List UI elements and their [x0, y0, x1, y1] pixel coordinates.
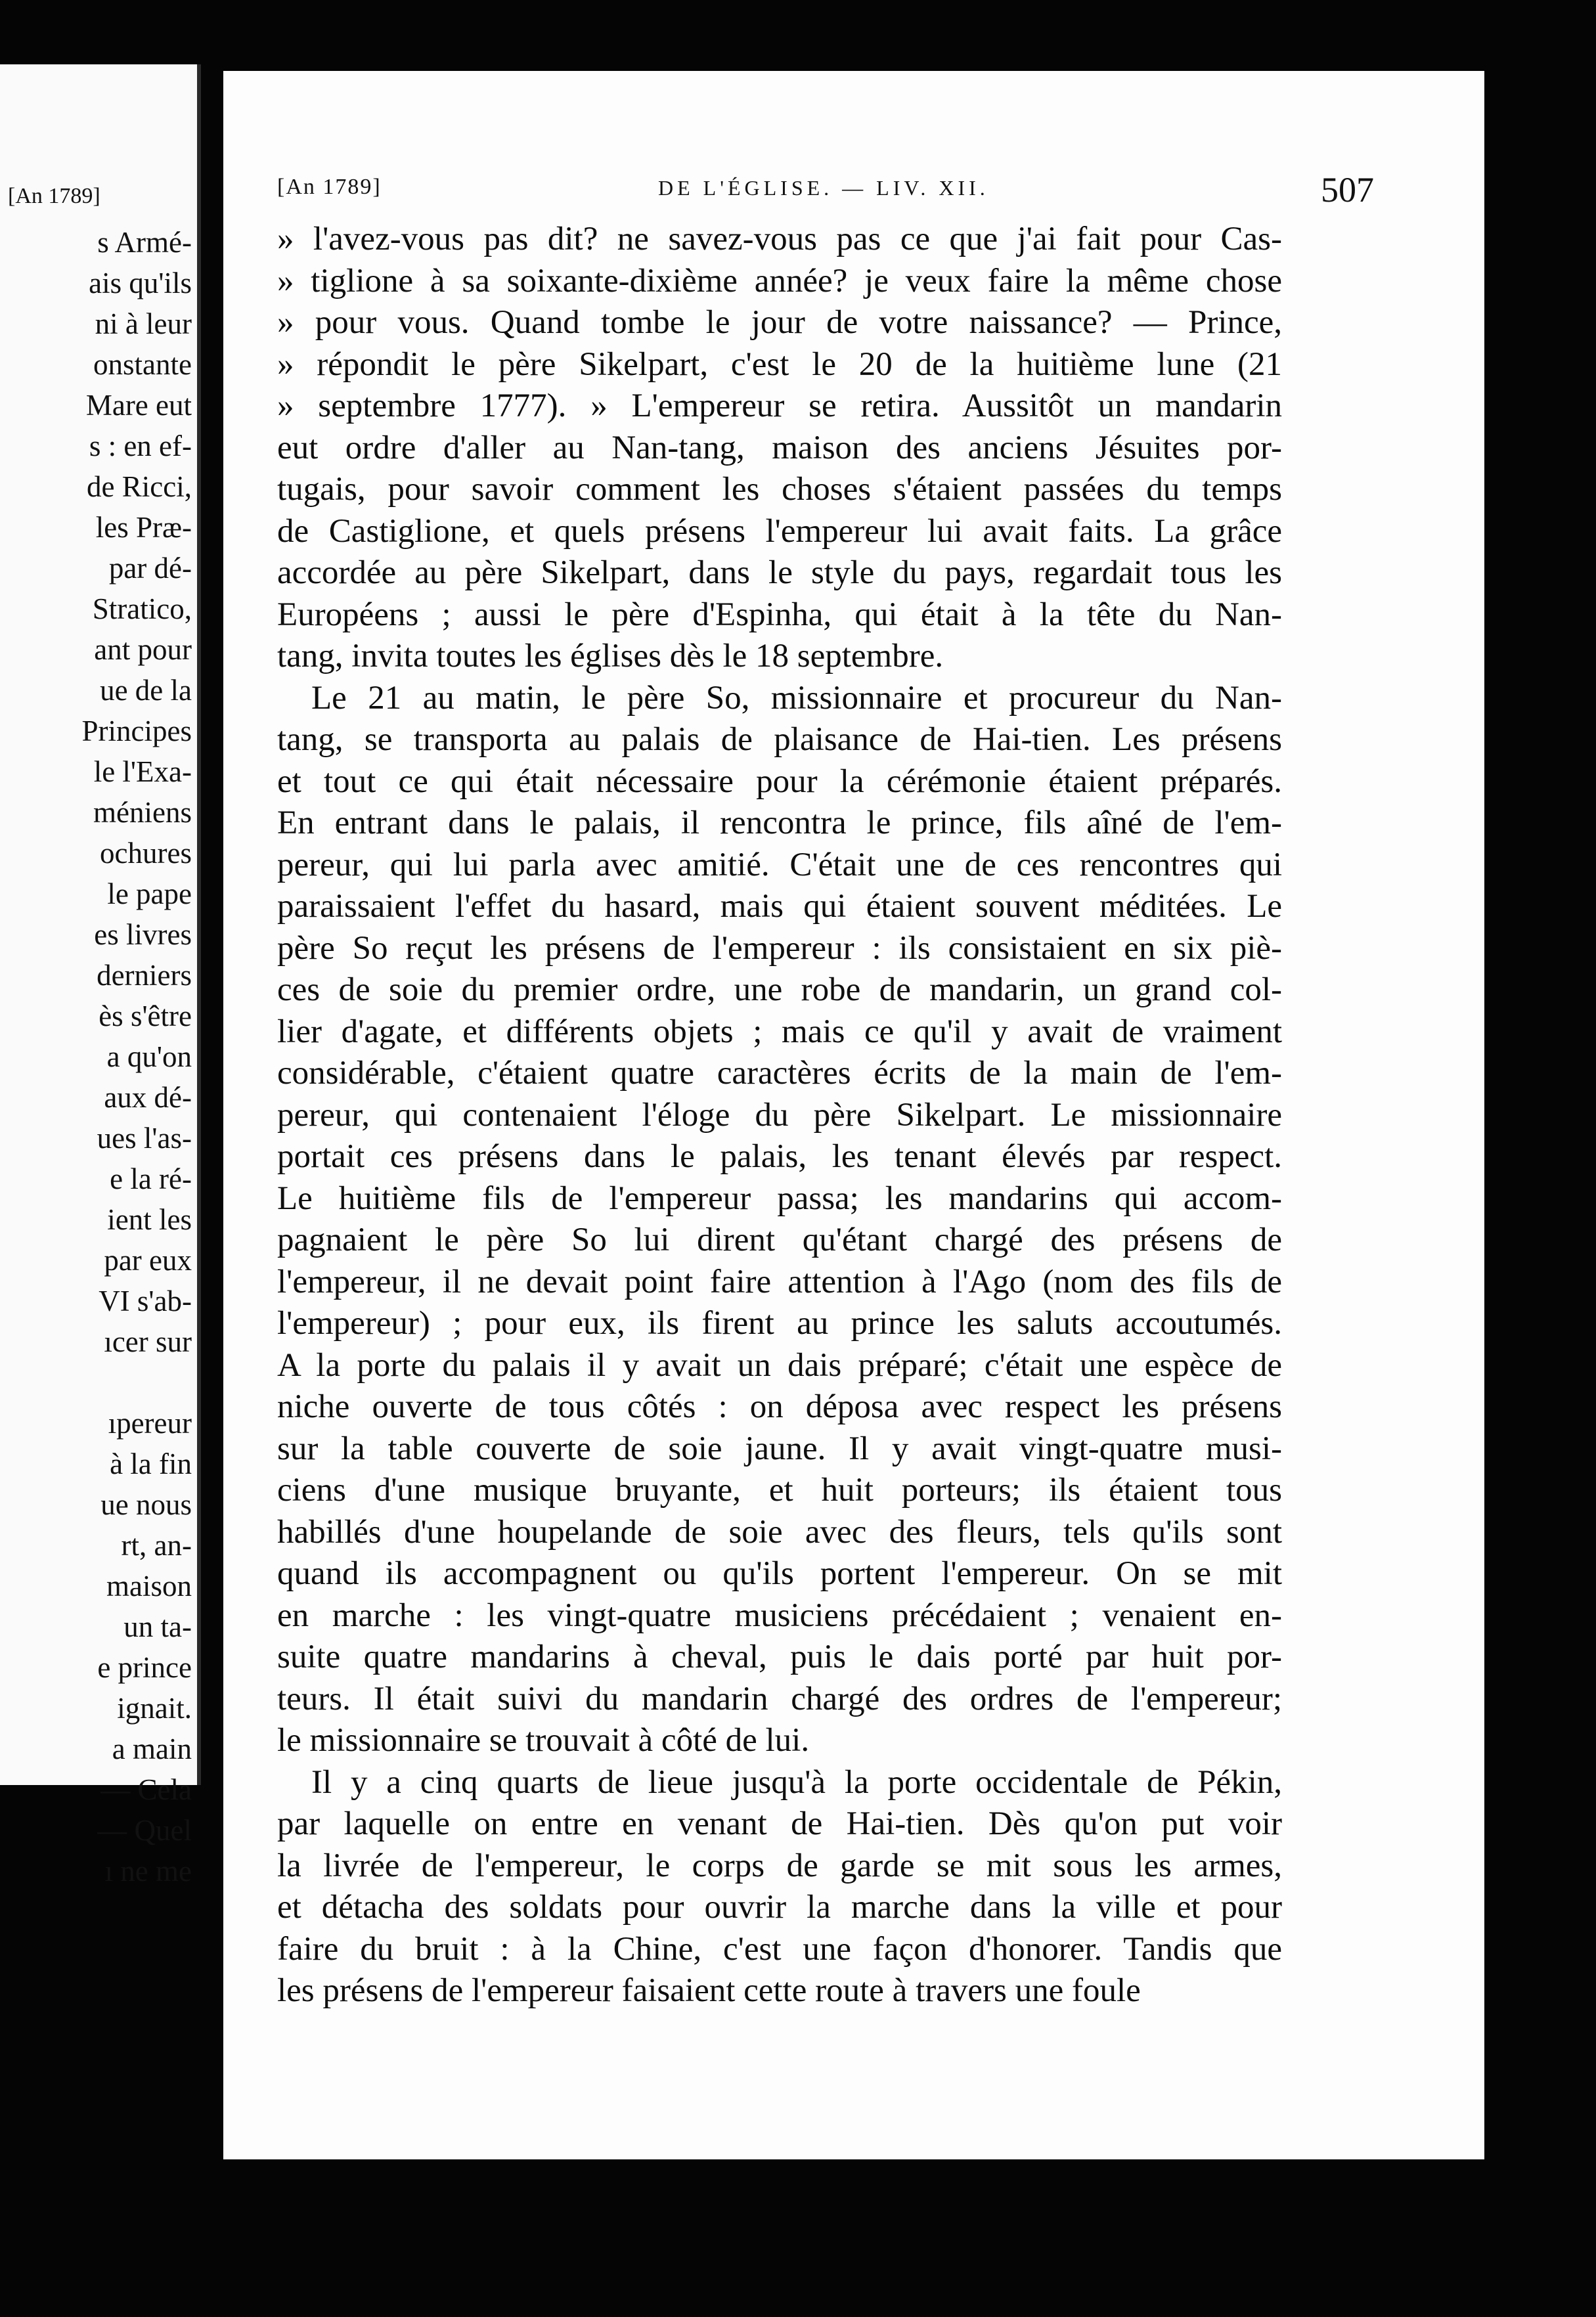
text-line: tugais, pour savoir comment les choses s'étaient passées du temps — [277, 471, 1282, 508]
facing-page-line: un ta- — [123, 1610, 192, 1643]
text-line: lier d'agate, et différents objets ; mais ce qu'il y avait de vraiment — [277, 1013, 1282, 1050]
text-line: teurs. Il était suivi du mandarin chargé des ordres de l'empereur; — [277, 1680, 1282, 1717]
facing-page-line — [0, 1362, 192, 1403]
facing-page-line: par dé- — [108, 552, 192, 585]
text-line: habillés d'une houpelande de soie avec des fleurs, tels qu'ils sont — [277, 1513, 1282, 1551]
text-line: la livrée de l'empereur, le corps de garde se mit sous les armes, — [277, 1847, 1282, 1884]
facing-page-line: par eux — [104, 1244, 192, 1277]
text-line: accordée au père Sikelpart, dans le style du pays, regardait tous les — [277, 554, 1282, 591]
text-line: pagnaient le père So lui dirent qu'étant chargé des présens de — [277, 1222, 1282, 1258]
text-line: et détacha des soldats pour ouvrir la marche dans la ville et pour — [277, 1889, 1282, 1926]
paragraph — [277, 1762, 1282, 2012]
paragraph — [277, 678, 1282, 1762]
text-line: de Castiglione, et quels présens l'empereur lui avait faits. La grâce — [277, 512, 1282, 550]
text-line: » répondit le père Sikelpart, c'est le 20 de la huitième lune (21 — [277, 345, 1282, 383]
facing-page-line: s : en ef- — [89, 430, 192, 462]
text-line: » tiglione à sa soixante-dixième année? je veux faire la même chose — [277, 262, 1282, 299]
text-line: » l'avez-vous pas dit? ne savez-vous pas ce que j'ai fait pour Cas- — [277, 221, 1282, 257]
book-page — [223, 71, 1484, 2159]
text-line: En entrant dans le palais, il rencontra le prince, fils aîné de l'em- — [277, 805, 1282, 841]
facing-page-line: VI s'ab- — [99, 1285, 192, 1317]
facing-page-line: les Præ- — [95, 511, 192, 544]
facing-page-line: ochures — [100, 837, 192, 870]
facing-page-line: méniens — [93, 796, 192, 829]
text-line: Le 21 au matin, le père So, missionnaire et procureur du Nan- — [311, 679, 1282, 717]
text-line: le missionnaire se trouvait à côté de lui. — [277, 1722, 810, 1759]
text-line: tang, invita toutes les églises dès le 18 septembre. — [277, 638, 944, 674]
facing-page-line: maison — [106, 1570, 192, 1602]
text-line: ciens d'une musique bruyante, et huit porteurs; ils étaient tous — [277, 1472, 1282, 1509]
facing-page-line: le pape — [107, 877, 192, 910]
text-line: pereur, qui lui parla avec amitié. C'était une de ces rencontres qui — [277, 846, 1282, 883]
facing-page-line: Stratico, — [92, 592, 192, 625]
facing-page-fragment — [0, 64, 201, 1887]
facing-page-line: le l'Exa- — [93, 755, 192, 788]
text-line: » pour vous. Quand tombe le jour de votre naissance? — Prince, — [277, 304, 1282, 341]
facing-page-line: s Armé- — [97, 226, 192, 259]
facing-page-line: rt, an- — [121, 1529, 192, 1562]
text-line: les présens de l'empereur faisaient cette route à travers une foule — [277, 1972, 1141, 2009]
facing-page-line: ı ne me — [104, 1855, 192, 1887]
text-line: portait ces présens dans le palais, les tenant élevés par respect. — [277, 1138, 1282, 1175]
text-line: en marche : les vingt-quatre musiciens précédaient ; venaient en- — [277, 1597, 1282, 1634]
facing-page-line: ue de la — [100, 674, 192, 707]
text-line: pereur, qui contenaient l'éloge du père Sikelpart. Le missionnaire — [277, 1096, 1282, 1134]
facing-page-line: a main — [112, 1732, 192, 1765]
facing-page-line: ues l'as- — [97, 1122, 192, 1155]
text-line: et tout ce qui était nécessaire pour la cérémonie étaient préparés. — [277, 762, 1282, 800]
facing-page-line: ni à leur — [95, 307, 192, 340]
text-line: paraissaient l'effet du hasard, mais qui étaient souvent méditées. Le — [277, 888, 1282, 925]
facing-page-line: aux dé- — [104, 1081, 192, 1114]
text-line: Le huitième fils de l'empereur passa; les mandarins qui accom- — [277, 1180, 1282, 1217]
text-line: l'empereur, il ne devait point faire attention à l'Ago (nom des fils de — [277, 1263, 1282, 1300]
facing-page-line: ıpereur — [108, 1407, 192, 1440]
text-line: sur la table couverte de soie jaune. Il y avait vingt-quatre musi- — [277, 1430, 1282, 1467]
facing-page-line: ès s'être — [99, 1000, 192, 1032]
text-line: Il y a cinq quarts de lieue jusqu'à la porte occidentale de Pékin, — [311, 1763, 1282, 1801]
facing-page-line: ue nous — [100, 1488, 192, 1521]
facing-page-line: ignait. — [117, 1692, 192, 1725]
facing-page-text — [0, 222, 192, 1891]
facing-page-line: e prince — [97, 1651, 192, 1684]
header-title: DE L'ÉGLISE. — LIV. XII. — [658, 176, 989, 200]
text-line: faire du bruit : à la Chine, c'est une façon d'honorer. Tandis que — [277, 1930, 1282, 1968]
text-line: niche ouverte de tous côtés : on déposa avec respect les présens — [277, 1388, 1282, 1425]
text-line: quand ils accompagnent ou qu'ils portent l'empereur. On se mit — [277, 1555, 1282, 1592]
facing-page-line: derniers — [97, 959, 192, 992]
text-line: ces de soie du premier ordre, une robe de mandarin, un grand col- — [277, 971, 1282, 1008]
facing-page-line: onstante — [93, 348, 192, 381]
facing-page-line: — Quel — [97, 1814, 192, 1847]
facing-page-line: de Ricci, — [87, 470, 192, 503]
text-line: tang, se transporta au palais de plaisance de Hai-tien. Les présens — [277, 721, 1282, 758]
facing-page-line: Mare eut — [85, 389, 192, 422]
page-number: 507 — [1321, 170, 1374, 210]
paragraph — [277, 219, 1282, 678]
text-line: A la porte du palais il y avait un dais préparé; c'était une espèce de — [277, 1346, 1282, 1384]
facing-page-line: — Cela — [100, 1773, 192, 1806]
facing-page-line: Principes — [81, 715, 192, 747]
facing-page-line: a qu'on — [106, 1040, 192, 1073]
text-line: Européens ; aussi le père d'Espinha, qui était à la tête du Nan- — [277, 596, 1282, 633]
text-line: » septembre 1777). » L'empereur se retira. Aussitôt un mandarin — [277, 387, 1282, 424]
facing-page-header: [An 1789] — [8, 184, 100, 208]
text-line: considérable, c'étaient quatre caractères écrits de la main de l'em- — [277, 1055, 1282, 1092]
facing-page-line: ient les — [107, 1203, 192, 1236]
facing-page-line: à la fin — [110, 1447, 192, 1480]
text-line: par laquelle on entre en venant de Hai-tien. Dès qu'on put voir — [277, 1805, 1282, 1842]
facing-page-line: ıcer sur — [104, 1325, 192, 1358]
header-year: [An 1789] — [277, 175, 382, 199]
facing-page-line: e la ré- — [110, 1162, 192, 1195]
text-line: suite quatre mandarins à cheval, puis le dais porté par huit por- — [277, 1639, 1282, 1675]
running-header — [277, 169, 1374, 209]
facing-page-line: ant pour — [94, 633, 192, 666]
facing-page-line: ais qu'ils — [89, 267, 192, 299]
text-line: père So reçut les présens de l'empereur : ils consistaient en six piè- — [277, 929, 1282, 967]
text-line: l'empereur) ; pour eux, ils firent au prince les saluts accoutumés. — [277, 1305, 1282, 1342]
facing-page-line: es livres — [94, 918, 192, 951]
text-line: eut ordre d'aller au Nan-tang, maison des anciens Jésuites por- — [277, 429, 1282, 466]
body-text — [277, 219, 1282, 2012]
